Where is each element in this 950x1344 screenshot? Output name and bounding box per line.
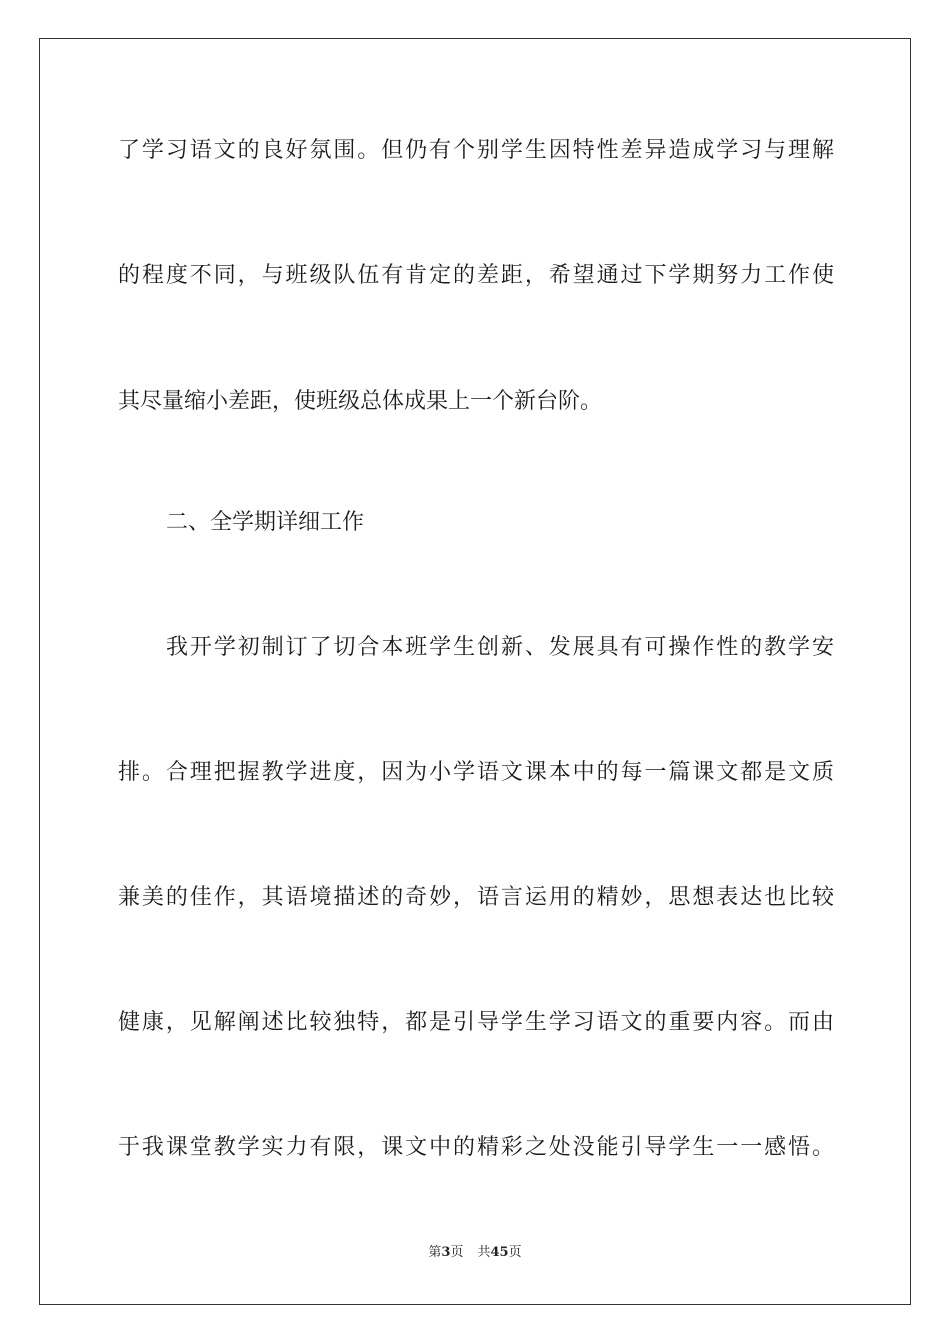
footer-total-pages: 45: [490, 1245, 509, 1260]
footer-total-suffix: 页: [508, 1245, 522, 1260]
body-line-2: 的程度不同，与班级队伍有肯定的差距，希望通过下学期努力工作使: [118, 263, 834, 288]
body-line-7: 兼美的佳作，其语境描述的奇妙，语言运用的精妙，思想表达也比较: [118, 885, 834, 910]
footer-total-prefix: 共: [477, 1245, 491, 1260]
body-line-5: 我开学初制订了切合本班学生创新、发展具有可操作性的教学安: [166, 635, 834, 660]
section-heading: 二、全学期详细工作: [166, 510, 365, 535]
body-line-6: 排。合理把握教学进度，因为小学语文课本中的每一篇课文都是文质: [118, 760, 834, 785]
body-line-1: 了学习语文的良好氛围。但仍有个别学生因特性差异造成学习与理解: [118, 138, 834, 163]
footer-page-prefix: 第: [428, 1245, 442, 1260]
footer-page-suffix: 页: [450, 1245, 464, 1260]
footer-page-number: 3: [441, 1245, 451, 1260]
body-line-8: 健康，见解阐述比较独特，都是引导学生学习语文的重要内容。而由: [118, 1010, 834, 1035]
body-line-9: 于我课堂教学实力有限，课文中的精彩之处没能引导学生一一感悟。: [118, 1135, 834, 1160]
page-footer: [0, 1243, 950, 1263]
body-line-3: 其尽量缩小差距，使班级总体成果上一个新台阶。: [118, 389, 603, 414]
page-frame: [39, 38, 911, 1305]
